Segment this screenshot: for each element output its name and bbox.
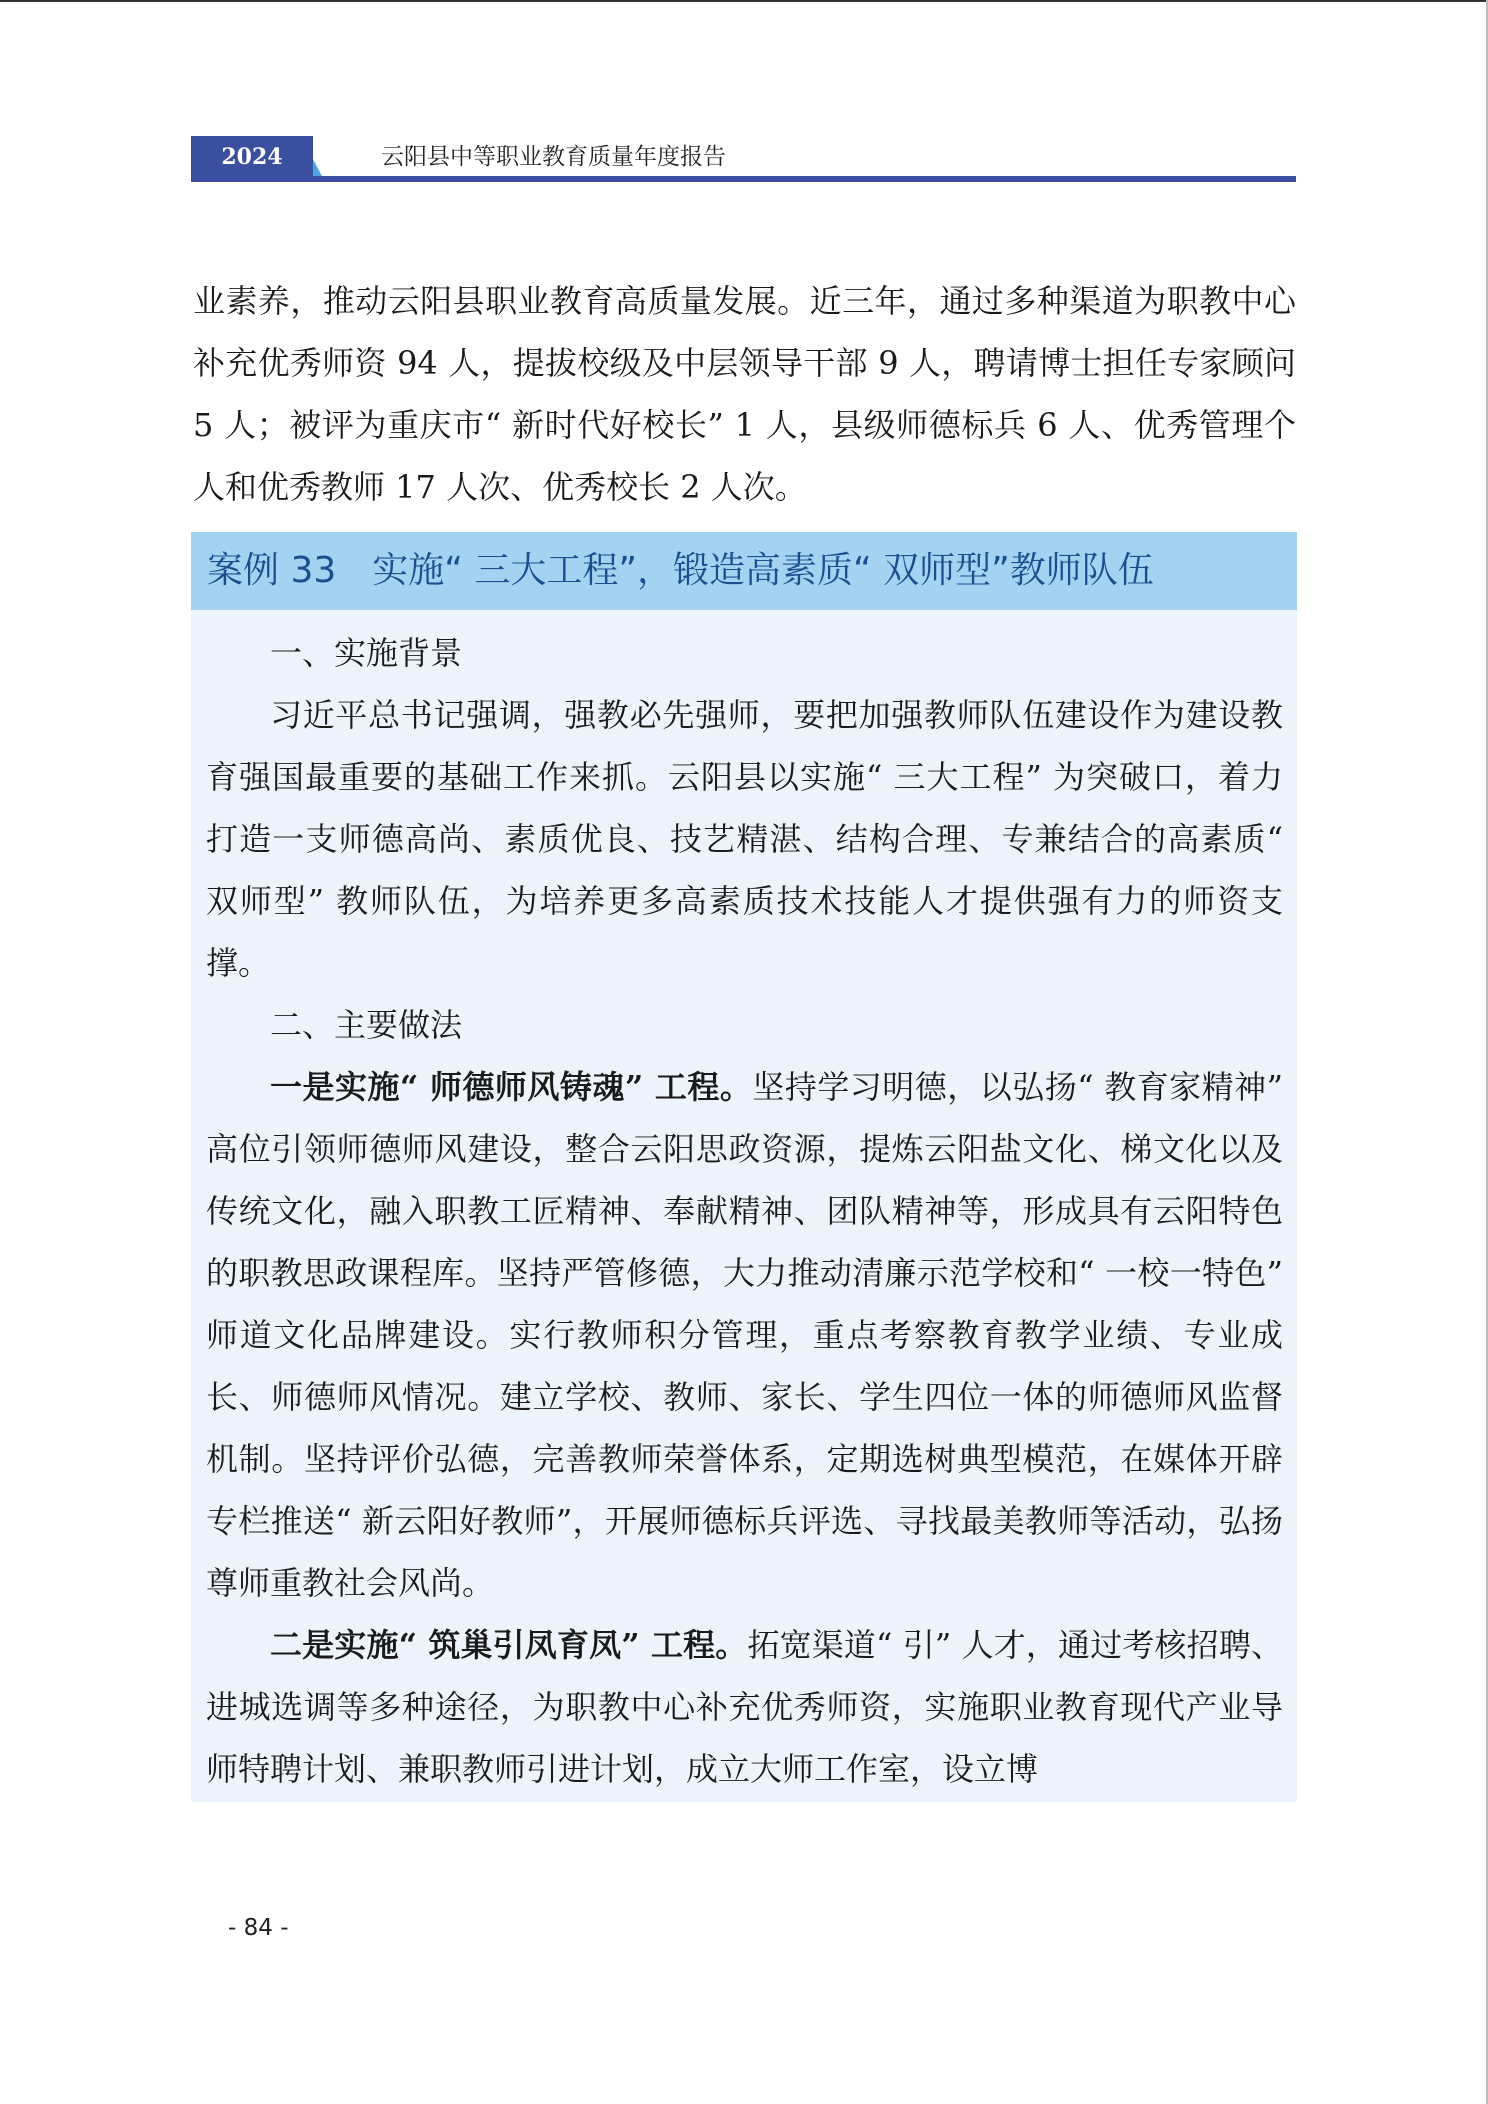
intro-paragraph-block — [193, 270, 1296, 518]
section-heading-measures: 二、主要做法 — [270, 1006, 463, 1044]
header-report-title: 云阳县中等职业教育质量年度报告 — [381, 144, 726, 170]
intro-paragraph: 业素养，推动云阳县职业教育高质量发展。近三年，通过多种渠道为职教中心补充优秀师资 94 人，提拔校级及中层领导干部 9 人，聘请博士担任专家顾问 5 人；被评为重庆市“ 新时代好校长” 1 人，县级师德标兵 6 人、优秀管理个人和优秀教师 17 人次、优秀校长 2 人次。 — [193, 282, 1296, 506]
case-study-box — [191, 532, 1297, 1802]
case-content — [191, 610, 1297, 1800]
measure-paragraph-1 — [206, 1056, 1283, 1614]
page-frame-top — [0, 0, 1488, 2]
measure-1-text: 坚持学习明德，以弘扬“ 教育家精神” 高位引领师德师风建设，整合云阳思政资源，提炼云阳盐文化、梯文化以及传统文化，融入职教工匠精神、奉献精神、团队精神等，形成具有云阳特色的职教思政课程库。坚持严管修德，大力推动清廉示范学校和“ 一校一特色” 师道文化品牌建设。实行教师积分管理，重点考察教育教学业绩、专业成长、师德师风情况。建立学校、教师、家长、学生四位一体的师德师风监督机制。坚持评价弘德，完善教师荣誉体系，定期选树典型模范，在媒体开辟专栏推送“ 新云阳好教师”，开展师德标兵评选、寻找最美教师等活动，弘扬尊师重教社会风尚。 — [206, 1068, 1283, 1602]
measure-paragraph-2 — [206, 1614, 1283, 1800]
measure-2-text: 拓宽渠道“ 引” 人才，通过考核招聘、进城选调等多种途径，为职教中心补充优秀师资，实施职业教育现代产业导师特聘计划、兼职教师引进计划，成立大师工作室，设立博 — [206, 1626, 1283, 1788]
header-year-tab: 2024 — [191, 136, 313, 178]
header-rule — [191, 176, 1296, 182]
case-title: 案例 33 实施“ 三大工程”，锻造高素质“ 双师型”教师队伍 — [191, 532, 1297, 610]
running-header — [191, 136, 1296, 182]
page-number: - 84 - — [228, 1915, 289, 1941]
measure-2-lead: 二是实施“ 筑巢引凤育凤” 工程。 — [270, 1626, 748, 1664]
measure-1-lead: 一是实施“ 师德师风铸魂” 工程。 — [270, 1068, 753, 1106]
section-heading-background: 一、实施背景 — [270, 634, 463, 672]
background-paragraph: 习近平总书记强调，强教必先强师，要把加强教师队伍建设作为建设教育强国最重要的基础工作来抓。云阳县以实施“ 三大工程” 为突破口，着力打造一支师德高尚、素质优良、技艺精湛、结构合理、专兼结合的高素质“ 双师型” 教师队伍，为培养更多高素质技术技能人才提供强有力的师资支撑。 — [206, 696, 1283, 982]
